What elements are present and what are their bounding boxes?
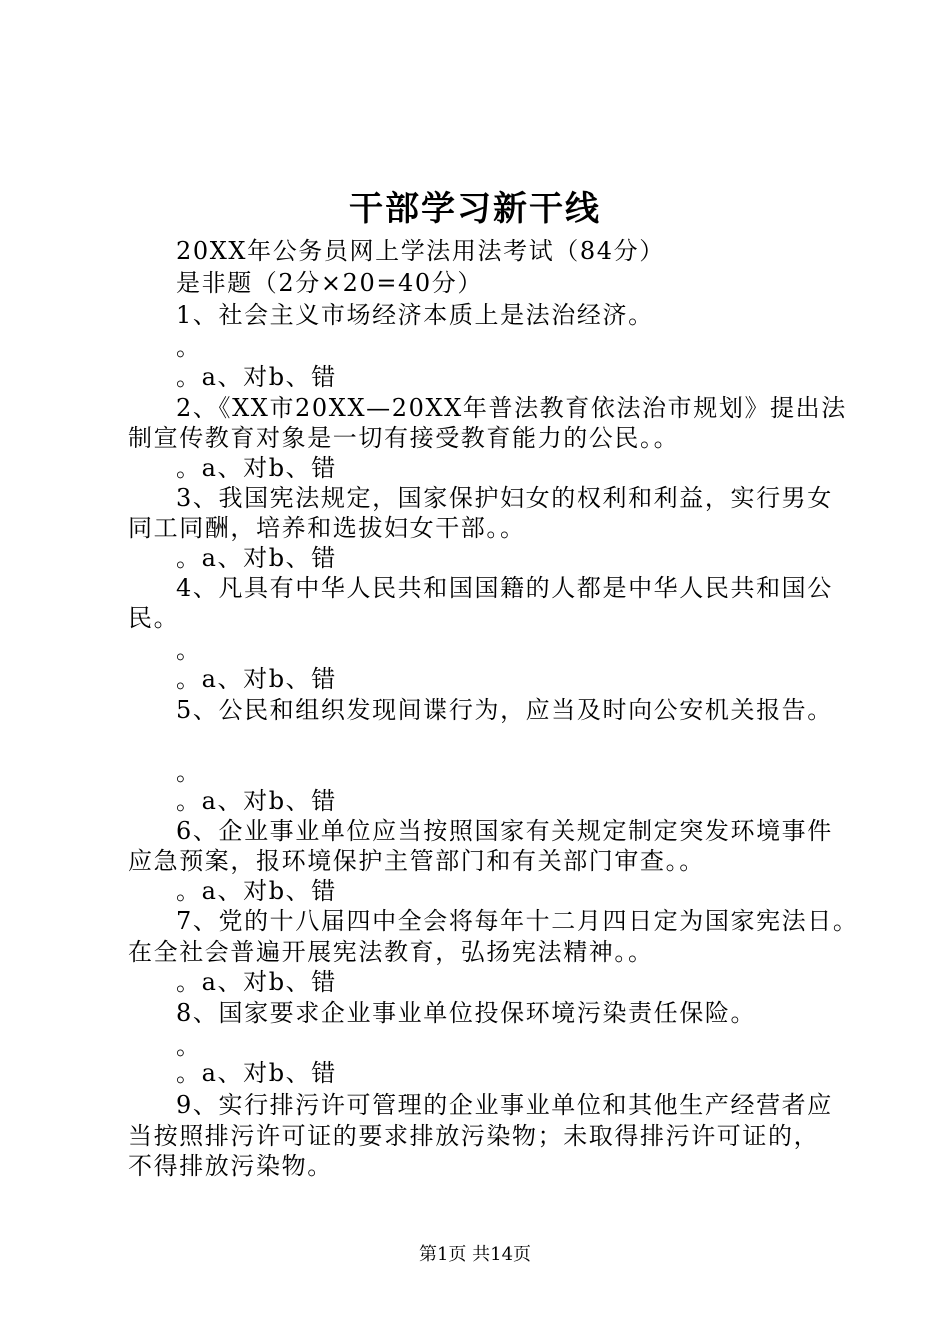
blank-line: 。 bbox=[176, 636, 202, 664]
question-4-line-1: 4、凡具有中华人民共和国国籍的人都是中华人民共和国公 bbox=[176, 574, 833, 602]
document-title: 干部学习新干线 bbox=[349, 189, 601, 229]
answer-options: 。a、对b、错 bbox=[176, 454, 337, 482]
question-2-line-2: 制宣传教育对象是一切有接受教育能力的公民。。 bbox=[128, 424, 680, 452]
question-8: 8、国家要求企业事业单位投保环境污染责任保险。 bbox=[176, 999, 757, 1027]
section-heading: 是非题（2分×20=40分） bbox=[176, 269, 483, 297]
question-9-line-3: 不得排放污染物。 bbox=[128, 1152, 333, 1180]
blank-line: 。 bbox=[176, 758, 202, 786]
answer-options: 。a、对b、错 bbox=[176, 665, 337, 693]
question-5: 5、公民和组织发现间谍行为，应当及时向公安机关报告。 bbox=[176, 696, 833, 724]
blank-line: 。 bbox=[176, 1032, 202, 1060]
question-9-line-1: 9、实行排污许可管理的企业事业单位和其他生产经营者应 bbox=[176, 1091, 833, 1119]
answer-options: 。a、对b、错 bbox=[176, 1059, 337, 1087]
blank-line: 。 bbox=[176, 333, 202, 361]
question-7-line-2: 在全社会普遍开展宪法教育，弘扬宪法精神。。 bbox=[128, 938, 654, 966]
answer-options: 。a、对b、错 bbox=[176, 363, 337, 391]
answer-options: 。a、对b、错 bbox=[176, 544, 337, 572]
answer-options: 。a、对b、错 bbox=[176, 877, 337, 905]
answer-options: 。a、对b、错 bbox=[176, 968, 337, 996]
answer-options: 。a、对b、错 bbox=[176, 787, 337, 815]
question-4-line-2: 民。 bbox=[128, 604, 180, 632]
question-6-line-2: 应急预案，报环境保护主管部门和有关部门审查。。 bbox=[128, 847, 705, 875]
question-1: 1、社会主义市场经济本质上是法治经济。 bbox=[176, 301, 654, 329]
question-9-line-2: 当按照排污许可证的要求排放污染物；未取得排污许可证的， bbox=[128, 1122, 820, 1150]
page-footer: 第1页 共14页 bbox=[418, 1244, 532, 1265]
question-2-line-1: 2、《XX市20XX—20XX年普法教育依法治市规划》提出法 bbox=[176, 394, 847, 422]
question-7-line-1: 7、党的十八届四中全会将每年十二月四日定为国家宪法日。 bbox=[176, 907, 859, 935]
question-3-line-1: 3、我国宪法规定，国家保护妇女的权利和利益，实行男女 bbox=[176, 484, 833, 512]
exam-subtitle: 20XX年公务员网上学法用法考试（84分） bbox=[176, 237, 665, 265]
question-6-line-1: 6、企业事业单位应当按照国家有关规定制定突发环境事件 bbox=[176, 817, 833, 845]
question-3-line-2: 同工同酬，培养和选拔妇女干部。。 bbox=[128, 514, 526, 542]
